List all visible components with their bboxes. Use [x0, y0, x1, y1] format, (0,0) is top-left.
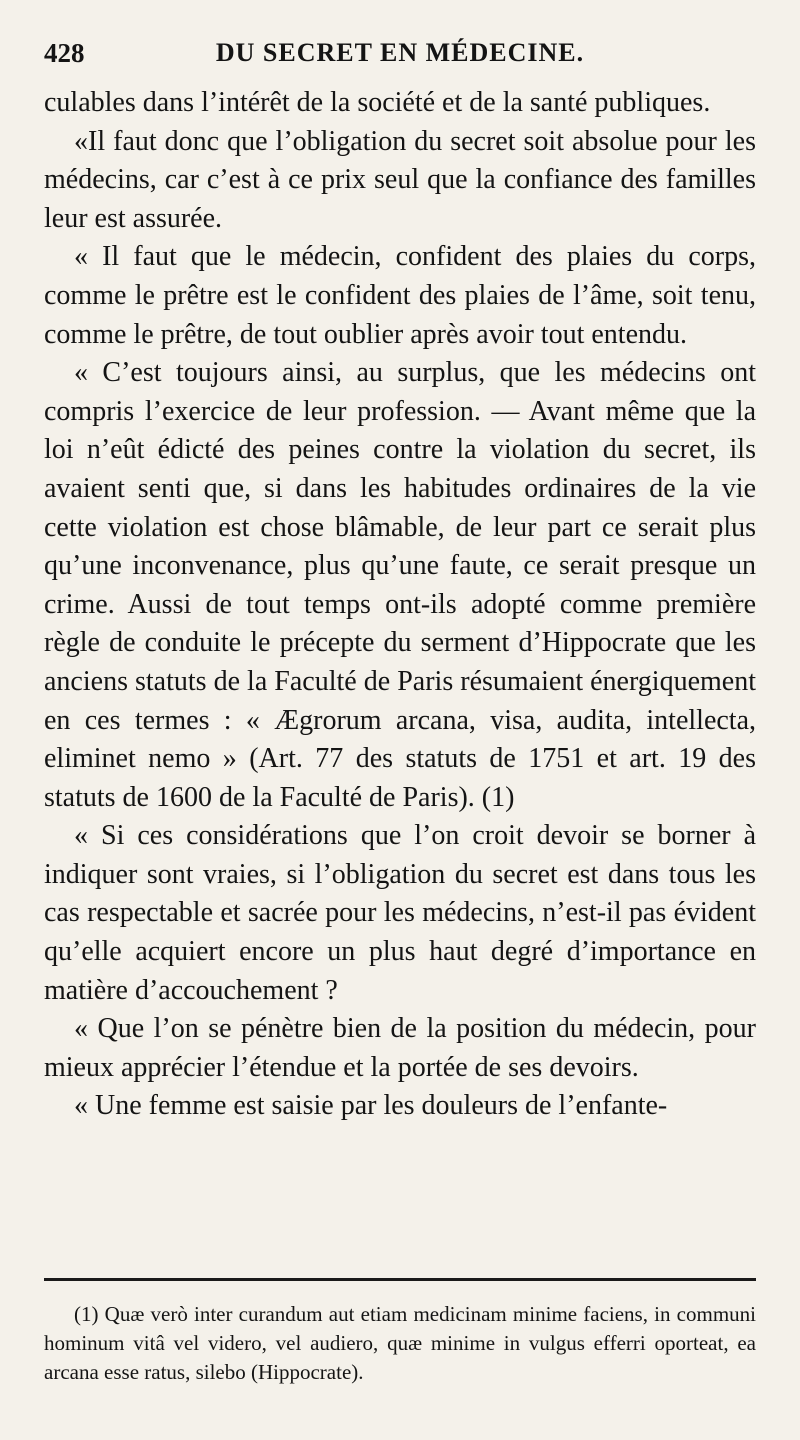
paragraph: culables dans l’intérêt de la société et de la santé publiques.	[44, 87, 711, 118]
paragraph: « Que l’on se pénètre bien de la position du médecin, pour mieux apprécier l’étendue et la portée de ses devoirs.	[44, 1013, 756, 1083]
page-number: 428	[44, 38, 85, 68]
page-header	[44, 38, 756, 78]
paragraph: « Il faut que le médecin, confident des plaies du corps, comme le prêtre est le confident des plaies de l’âme, soit tenu, comme le prêtre, de tout oublier après avoir tout entendu.	[44, 241, 756, 350]
footnote-text: (1) Quæ verò inter curandum aut etiam medicinam minime faciens, in communi hominum vitâ vel videro, vel audiero, quæ minime in vulgus efferri oporteat, ea arcana esse ratus, silebo (Hippocrate).	[44, 1302, 756, 1384]
paragraph: « Si ces considérations que l’on croit devoir se borner à indiquer sont vraies, si l’obligation du secret est dans tous les cas respectable et sacrée pour les médecins, n’est-il pas évident qu’elle acquiert encore un plus haut degré d’importance en matière d’accouchement ?	[44, 820, 756, 1006]
paragraph: «Il faut donc que l’obligation du secret soit absolue pour les médecins, car c’est à ce prix seul que la confiance des familles leur est assurée.	[44, 125, 756, 234]
footnote-rule	[44, 1278, 756, 1281]
running-title: DU SECRET EN MÉDECINE.	[215, 38, 585, 67]
paragraph: « Une femme est saisie par les douleurs de l’enfante-	[74, 1090, 668, 1122]
main-text	[44, 84, 756, 1126]
paragraph: « C’est toujours ainsi, au surplus, que les médecins ont compris l’exercice de leur profession. — Avant même que la loi n’eût édicté des peines contre la violation du secret, ils avaient senti que, si dans les habitudes ordinaires de la vie cette violation est chose blâmable, de leur part ce serait plus qu’une inconvenance, plus qu’une faute, ce serait presque un crime. Aussi de tout temps ont-ils adopté comme première règle de conduite le précepte du serment d’Hippocrate que les anciens statuts de la Faculté de Paris résumaient énergiquement en ces termes : « Ægrorum arcana, visa, audita, intellecta, eliminet nemo » (Art. 77 des statuts de 1751 et art. 19 des statuts de 1600 de la Faculté de Paris). (1)	[44, 357, 756, 813]
footnote	[44, 1300, 756, 1387]
